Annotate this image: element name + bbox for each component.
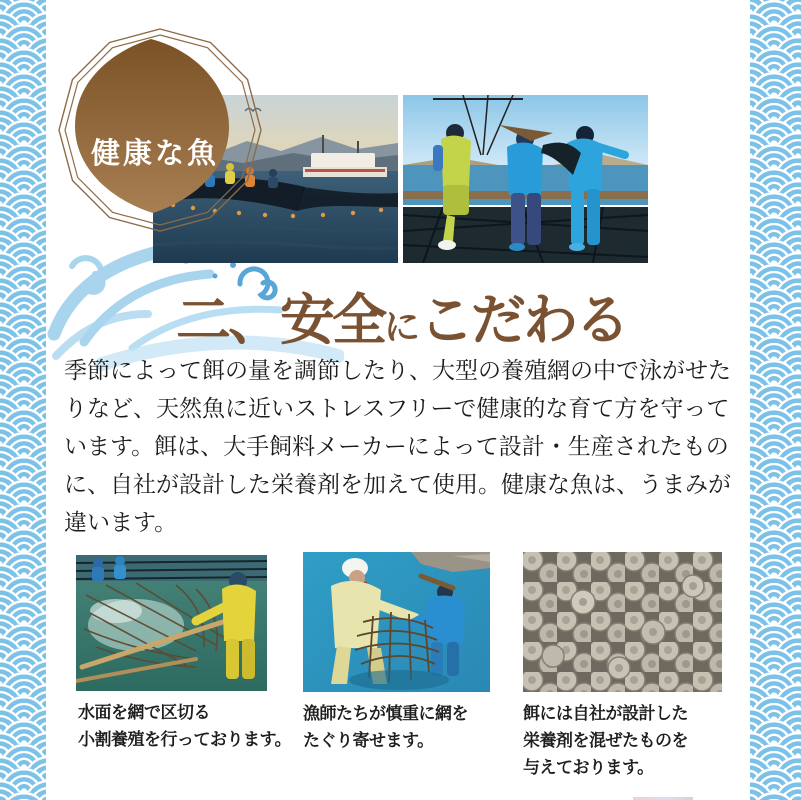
seigaiha-right-border	[750, 0, 801, 800]
caption-figure-1	[78, 700, 291, 754]
seigaiha-left-border	[0, 0, 46, 800]
caption-line: 栄養剤を混ぜたものを	[523, 731, 688, 751]
figure-small-pen-aquaculture	[76, 555, 291, 754]
photo-pulling-net	[303, 552, 490, 692]
body-paragraph: 季節によって餌の量を調節したり、大型の養殖網の中で泳がせたりなど、天然魚に近いストレスフリーで健康的な育て方を守っています。餌は、大手飼料メーカーによって設計・生産されたものに、自社が設計した栄養剤を加えて使用。健康な魚は、うまみが違います。	[64, 358, 731, 536]
caption-figure-2	[303, 701, 490, 755]
caption-line: 水面を網で区切る	[78, 703, 210, 723]
heading-part-1: 二、安全	[176, 287, 385, 352]
figure-feed-pellets	[523, 552, 722, 782]
section-heading	[176, 276, 627, 355]
heading-part-2: に	[384, 306, 420, 348]
badge-frame-and-leaf	[57, 27, 263, 233]
caption-line: 小割養殖を行っております。	[78, 730, 292, 750]
heading-part-3: こだわる	[419, 287, 628, 352]
photo-fishermen-hauling-net	[403, 95, 648, 263]
caption-figure-3	[523, 701, 722, 782]
badge-label: 健康な魚	[90, 136, 219, 170]
caption-line: 与えております。	[523, 758, 654, 778]
section-badge	[57, 27, 263, 233]
caption-line: 餌には自社が設計した	[523, 704, 688, 724]
caption-line: 漁師たちが慎重に網を	[303, 704, 468, 724]
figure-pulling-in-net	[303, 552, 490, 755]
photo-feed-pellets	[523, 552, 722, 692]
photo-net-partition	[76, 555, 267, 691]
caption-line: たぐり寄せます。	[303, 731, 434, 751]
